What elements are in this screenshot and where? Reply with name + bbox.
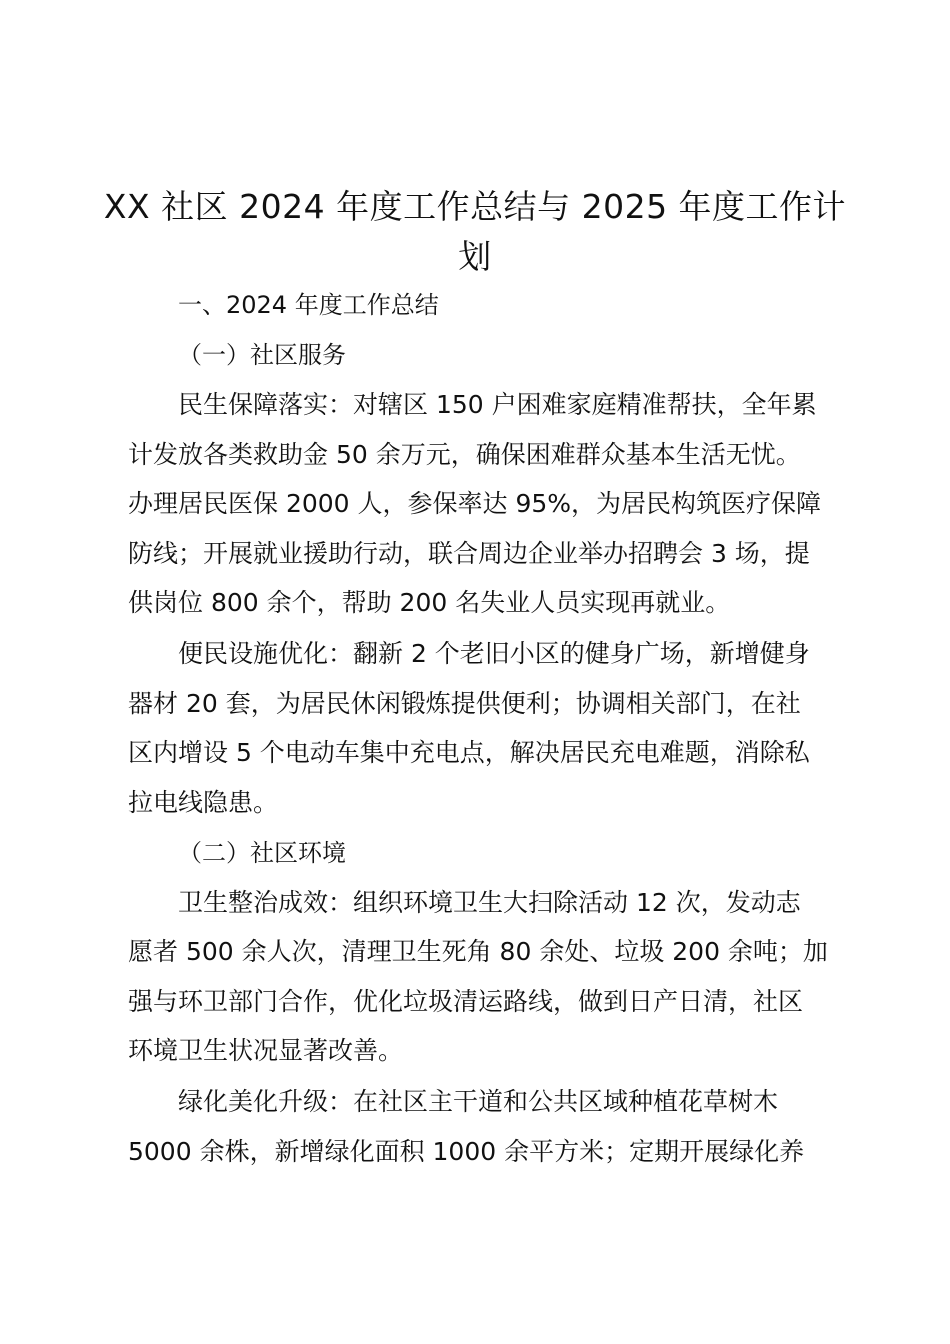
document-title-line-2: 划: [458, 237, 492, 276]
subsection-heading-community-environment: （二）社区环境: [178, 839, 346, 867]
paragraph-line: 计发放各类救助金 50 余万元，确保困难群众基本生活无忧。: [128, 440, 801, 469]
paragraph-line: 防线；开展就业援助行动，联合周边企业举办招聘会 3 场，提: [128, 539, 810, 568]
paragraph-line: 绿化美化升级：在社区主干道和公共区域种植花草树木: [178, 1087, 779, 1116]
paragraph-line: 供岗位 800 余个，帮助 200 名失业人员实现再就业。: [128, 588, 731, 617]
document-title-line-1: XX 社区 2024 年度工作总结与 2025 年度工作计: [103, 187, 847, 226]
paragraph-line: 便民设施优化：翻新 2 个老旧小区的健身广场，新增健身: [178, 639, 810, 668]
paragraph-line: 拉电线隐患。: [128, 788, 279, 817]
paragraph-line: 器材 20 套，为居民休闲锻炼提供便利；协调相关部门，在社: [128, 689, 801, 718]
paragraph-line: 卫生整治成效：组织环境卫生大扫除活动 12 次，发动志: [178, 888, 801, 917]
paragraph-line: 办理居民医保 2000 人，参保率达 95%，为居民构筑医疗保障: [128, 489, 822, 518]
paragraph-line: 民生保障落实：对辖区 150 户困难家庭精准帮扶，全年累: [178, 390, 817, 419]
paragraph-line: 5000 余株，新增绿化面积 1000 余平方米；定期开展绿化养: [128, 1137, 805, 1166]
paragraph-line: 愿者 500 余人次，清理卫生死角 80 余处、垃圾 200 余吨；加: [128, 937, 828, 966]
paragraph-line: 环境卫生状况显著改善。: [128, 1036, 404, 1065]
section-heading-annual-summary: 一、2024 年度工作总结: [178, 291, 439, 319]
paragraph-line: 区内增设 5 个电动车集中充电点，解决居民充电难题，消除私: [128, 738, 810, 767]
subsection-heading-community-service: （一）社区服务: [178, 341, 346, 369]
paragraph-line: 强与环卫部门合作，优化垃圾清运路线，做到日产日清，社区: [128, 987, 804, 1016]
